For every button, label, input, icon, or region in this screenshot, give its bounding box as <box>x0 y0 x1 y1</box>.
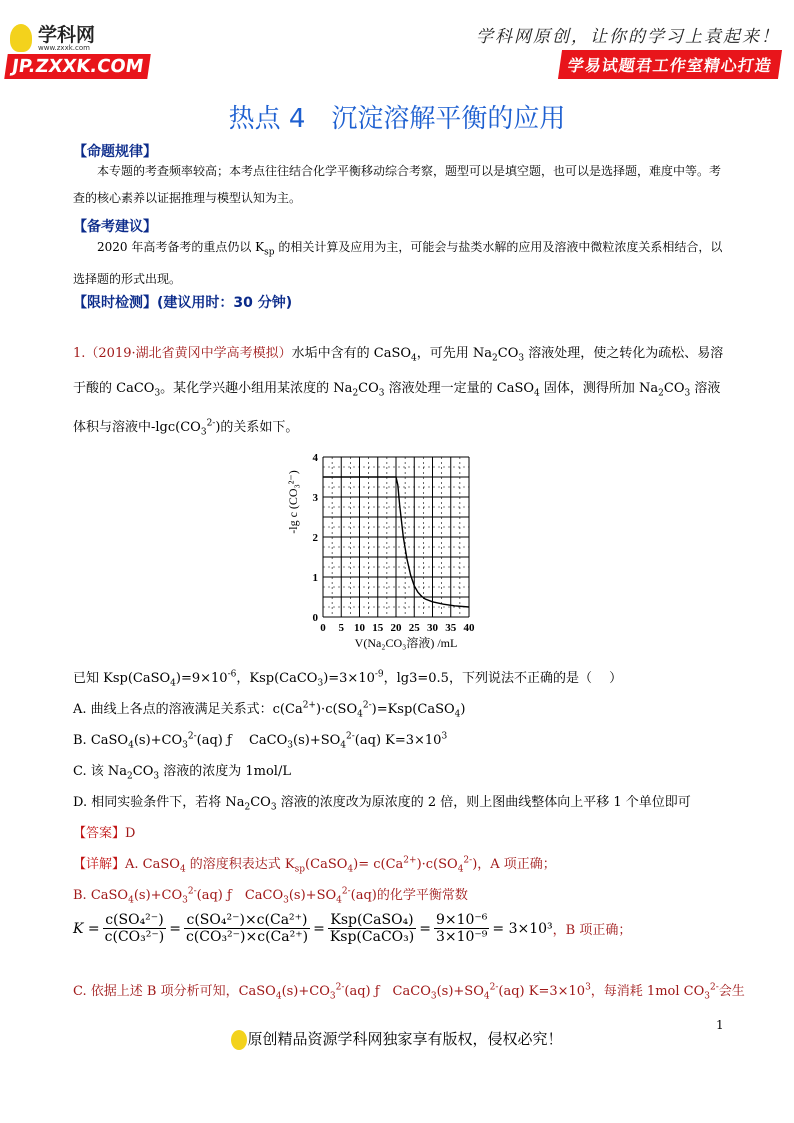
text-segment: A. 曲线上各点的溶液满足关系式：c(Ca <box>73 702 303 717</box>
text-segment: )= c(Ca <box>353 857 404 872</box>
formula-tail: ，B 项正确； <box>552 923 632 938</box>
supscript-text: -9 <box>374 669 384 680</box>
text-segment: CO <box>250 795 271 810</box>
text-segment: B. CaSO <box>73 733 129 748</box>
chart <box>275 445 495 650</box>
text-segment: )的关系如下。 <box>215 419 299 435</box>
subscript-text: 2 <box>244 802 251 813</box>
supscript-text: 2- <box>335 982 345 993</box>
frac4-num: 9×10⁻⁶ <box>435 912 488 928</box>
text-segment: 。某化学兴趣小组用某浓度的 Na <box>160 380 353 396</box>
subscript-text: 3 <box>378 388 385 399</box>
supscript-text: 3 <box>585 982 591 993</box>
text-segment: D. 相同实验条件下，若将 Na <box>73 795 245 810</box>
text-segment: ，可先用 Na <box>416 346 493 361</box>
advice-heading: 【备考建议】 <box>73 219 157 235</box>
text-segment: 2020 年高考备考的重点仍以 K <box>97 240 265 254</box>
text-segment: 溶液处理，使之转化为疏松、易溶于酸的 CaCO <box>73 346 724 396</box>
supscript-text: 2+ <box>302 700 316 711</box>
subscript-text: 4 <box>336 895 342 906</box>
x-tick-label: 15 <box>372 622 384 634</box>
text-segment: ，lg3=0.5，下列说法不正确的是（ ） <box>383 671 623 686</box>
answer-value: D <box>125 826 136 841</box>
text-segment: (s)+SO <box>288 888 337 903</box>
page-title: 热点 4 沉淀溶解平衡的应用 <box>228 104 566 134</box>
logo-url: www.zxxk.com <box>38 44 90 52</box>
formula-result: = 3×10³ <box>492 920 553 937</box>
mascot-icon <box>10 24 32 52</box>
header-slogan: 学科网原创，让你的学习上袁起来！ <box>476 27 780 47</box>
y-tick-label: 4 <box>312 452 318 464</box>
text-segment: 溶液的浓度为 1mol/L <box>159 764 291 779</box>
text-segment: (aq) K=3×10 <box>354 733 442 748</box>
subscript-text: 4 <box>170 678 176 689</box>
text-segment: A. CaSO <box>125 857 180 872</box>
subscript-text: 4 <box>128 895 134 906</box>
text-segment: (aq) ƒ CaCO <box>344 984 431 999</box>
subscript-text: 3 <box>430 991 437 1002</box>
x-tick-label: 25 <box>408 622 420 634</box>
supscript-text: 2- <box>341 886 351 897</box>
given-conditions <box>73 667 622 689</box>
subscript-text: 3 <box>329 991 336 1002</box>
subscript-text: 3 <box>153 771 160 782</box>
text-segment: CO <box>663 380 685 396</box>
text-segment: 的相关计算及应用为主，可能会与盐类水解的应用及溶液中微粒浓度关系相结合，以选择题的形式出现。 <box>73 240 723 287</box>
text-segment: 固体，测得所加 Na <box>539 380 659 396</box>
subscript-text: 2 <box>352 388 359 399</box>
text-segment: ，每消耗 1mol CO <box>590 984 705 999</box>
subscript-text: 3 <box>270 802 277 813</box>
page-number: 1 <box>716 1018 724 1032</box>
text-segment: (aq) ƒ CaCO <box>196 888 284 903</box>
text-segment: 溶液处理一定量的 CaSO <box>384 380 535 396</box>
text-segment: 的溶度积表达式 K <box>185 857 295 872</box>
text-segment: ) <box>460 702 466 717</box>
supscript-text: 2- <box>187 731 197 742</box>
formula-k: K = <box>73 920 100 937</box>
subscript-text: 2 <box>492 353 498 364</box>
question-source: （2019·湖北省黄冈中学高考模拟） <box>85 346 292 361</box>
x-tick-label: 40 <box>463 622 475 634</box>
subscript-text: 4 <box>179 864 186 875</box>
subscript-text: 4 <box>357 709 363 720</box>
text-segment: )·c(SO <box>416 857 458 872</box>
x-tick-label: 0 <box>320 622 326 634</box>
option-a <box>73 698 465 720</box>
subscript-text: 4 <box>454 709 461 720</box>
y-tick-label: 2 <box>312 532 318 544</box>
text-segment: 溶液体积与溶液中-lgc(CO <box>73 380 721 435</box>
text-segment: (aq) K=3×10 <box>498 984 586 999</box>
copyright-text: 原创精品资源学科网独家享有版权，侵权必究！ <box>247 1030 563 1048</box>
text-segment: (aq) ƒ CaCO <box>196 733 288 748</box>
subscript-text: 3 <box>154 388 161 399</box>
subscript-text: 4 <box>534 388 540 399</box>
x-tick-label: 30 <box>427 622 438 634</box>
supscript-text: 2- <box>362 700 372 711</box>
frac3-den: Ksp(CaCO₃) <box>329 929 415 945</box>
supscript-text: -6 <box>227 669 237 680</box>
text-segment: B. CaSO <box>73 888 129 903</box>
subscript-text: 2 <box>658 388 664 399</box>
rule-text: 本专题的考查频率较高；本考点往往结合化学平衡移动综合考察，题型可以是填空题，也可以是选择题，难度中等。考查的核心素养以证据推理与模型认知为主。 <box>73 164 722 205</box>
subscript-text: 3 <box>283 895 289 906</box>
subscript-text: 3 <box>287 740 293 751</box>
text-segment: (CaSO <box>305 857 348 872</box>
y-axis-label: -lg c (CO₃²⁻) <box>286 470 300 534</box>
explain-a <box>125 855 556 875</box>
question-number: 1. <box>73 346 86 361</box>
supscript-text: 2- <box>206 418 216 429</box>
subscript-text: sp <box>264 247 275 258</box>
text-segment: 水垢中含有的 CaSO <box>291 346 412 361</box>
text-segment: ，Ksp(CaCO <box>236 671 318 686</box>
option-c <box>73 760 291 782</box>
subscript-text: 4 <box>457 864 464 875</box>
frac2-den: c(CO₃²⁻)×c(Ca²⁺) <box>185 929 309 945</box>
text-segment: C. 依据上述 B 项分析可知，CaSO <box>73 984 276 999</box>
subscript-text: 3 <box>704 991 710 1002</box>
explain-label: 【详解】 <box>73 857 126 872</box>
subscript-text: 4 <box>411 353 417 364</box>
test-heading: 【限时检测】(建议用时：30 分钟) <box>73 295 293 311</box>
text-segment: CO <box>358 380 379 396</box>
text-segment: C. 该 Na <box>73 764 128 779</box>
supscript-text: 2- <box>489 982 499 993</box>
mascot-icon <box>231 1030 247 1050</box>
text-segment: (s)+SO <box>293 733 341 748</box>
advice-text <box>73 234 728 293</box>
answer-label: 【答案】 <box>73 826 126 841</box>
subscript-text: 3 <box>200 427 207 438</box>
supscript-text: 2+ <box>403 855 417 866</box>
text-segment: )=3×10 <box>323 671 375 686</box>
x-tick-label: 35 <box>445 622 457 634</box>
text-segment: (s)+CO <box>133 733 183 748</box>
text-segment: 溶液的浓度改为原浓度的 2 倍，则上图曲线整体向上平移 1 个单位即可 <box>276 795 691 810</box>
frac2-num: c(SO₄²⁻)×c(Ca²⁺) <box>184 912 310 929</box>
question-stem <box>73 339 728 447</box>
x-axis-label: V(Na₂CO₃溶液) /mL <box>354 636 458 650</box>
x-tick-label: 10 <box>354 622 365 634</box>
option-d <box>73 791 691 813</box>
supscript-text: 2- <box>187 886 197 897</box>
text-segment: )=Ksp(CaSO <box>371 702 455 717</box>
text-segment: (s)+CO <box>281 984 330 999</box>
supscript-text: 2- <box>709 982 719 993</box>
text-segment: (s)+SO <box>436 984 484 999</box>
y-tick-label: 1 <box>312 572 318 584</box>
explain-c <box>73 980 745 1002</box>
supscript-text: 2- <box>346 731 355 742</box>
subscript-text: 3 <box>684 388 691 399</box>
supscript-text: 2- <box>463 855 473 866</box>
subscript-text: 3 <box>518 353 525 364</box>
subscript-text: 4 <box>128 740 134 751</box>
footer <box>0 1028 794 1050</box>
text-segment: )·c(SO <box>315 702 358 717</box>
frac3-num: Ksp(CaSO₄) <box>328 912 416 929</box>
frac1-num: c(SO₄²⁻) <box>103 912 167 929</box>
logo-name: 学科网 <box>38 24 96 46</box>
subscript-text: 4 <box>275 991 282 1002</box>
text-segment: CO <box>497 346 519 361</box>
subscript-text: 4 <box>340 740 347 751</box>
subscript-text: 3 <box>182 895 188 906</box>
supscript-text: 3 <box>441 731 448 742</box>
frac1-den: c(CO₃²⁻) <box>104 929 165 945</box>
subscript-text: 4 <box>483 991 490 1002</box>
y-tick-label: 0 <box>312 612 318 624</box>
subscript-text: sp <box>294 864 306 875</box>
y-tick-label: 3 <box>312 492 318 504</box>
rule-heading: 【命题规律】 <box>73 144 157 160</box>
text-segment: (aq)的化学平衡常数 <box>350 888 468 903</box>
subscript-text: 3 <box>317 678 324 689</box>
k-formula: K = $\frac{\text{c(SO₄²⁻)}}{\text{c(CO₃²⁻)}}$ = $\frac{\text{c(SO₄²⁻)×c(Ca²⁺)}}{\text{c(CO₃²⁻)×c(Ca²⁺)}}$ = $\frac{\text{Ksp(CaSO₄)}}{\text{Ksp(CaCO₃)}}$ = $\frac{\text{9×10⁻⁶}}{\text{3×10⁻⁹}}$ = 3×10³ ，B 项正确； <box>73 912 632 945</box>
logo-domain: JP.ZXXK.COM <box>4 54 151 79</box>
subscript-text: 2 <box>127 771 133 782</box>
text-segment: 已知 Ksp(CaSO <box>73 671 171 686</box>
subscript-text: 4 <box>347 864 354 875</box>
subscript-text: 3 <box>182 740 188 751</box>
text-segment: )=9×10 <box>175 671 228 686</box>
text-segment: (s)+CO <box>133 888 183 903</box>
explain-b <box>73 884 468 906</box>
text-segment: 会生 <box>718 984 745 999</box>
x-tick-label: 5 <box>338 622 344 634</box>
text-segment: )，A 项正确； <box>472 857 556 872</box>
x-tick-label: 20 <box>390 622 402 634</box>
frac4-den: 3×10⁻⁹ <box>435 929 488 945</box>
text-segment: CO <box>132 764 154 779</box>
header-studio-banner: 学易试题君工作室精心打造 <box>558 50 782 79</box>
option-b <box>73 729 447 751</box>
